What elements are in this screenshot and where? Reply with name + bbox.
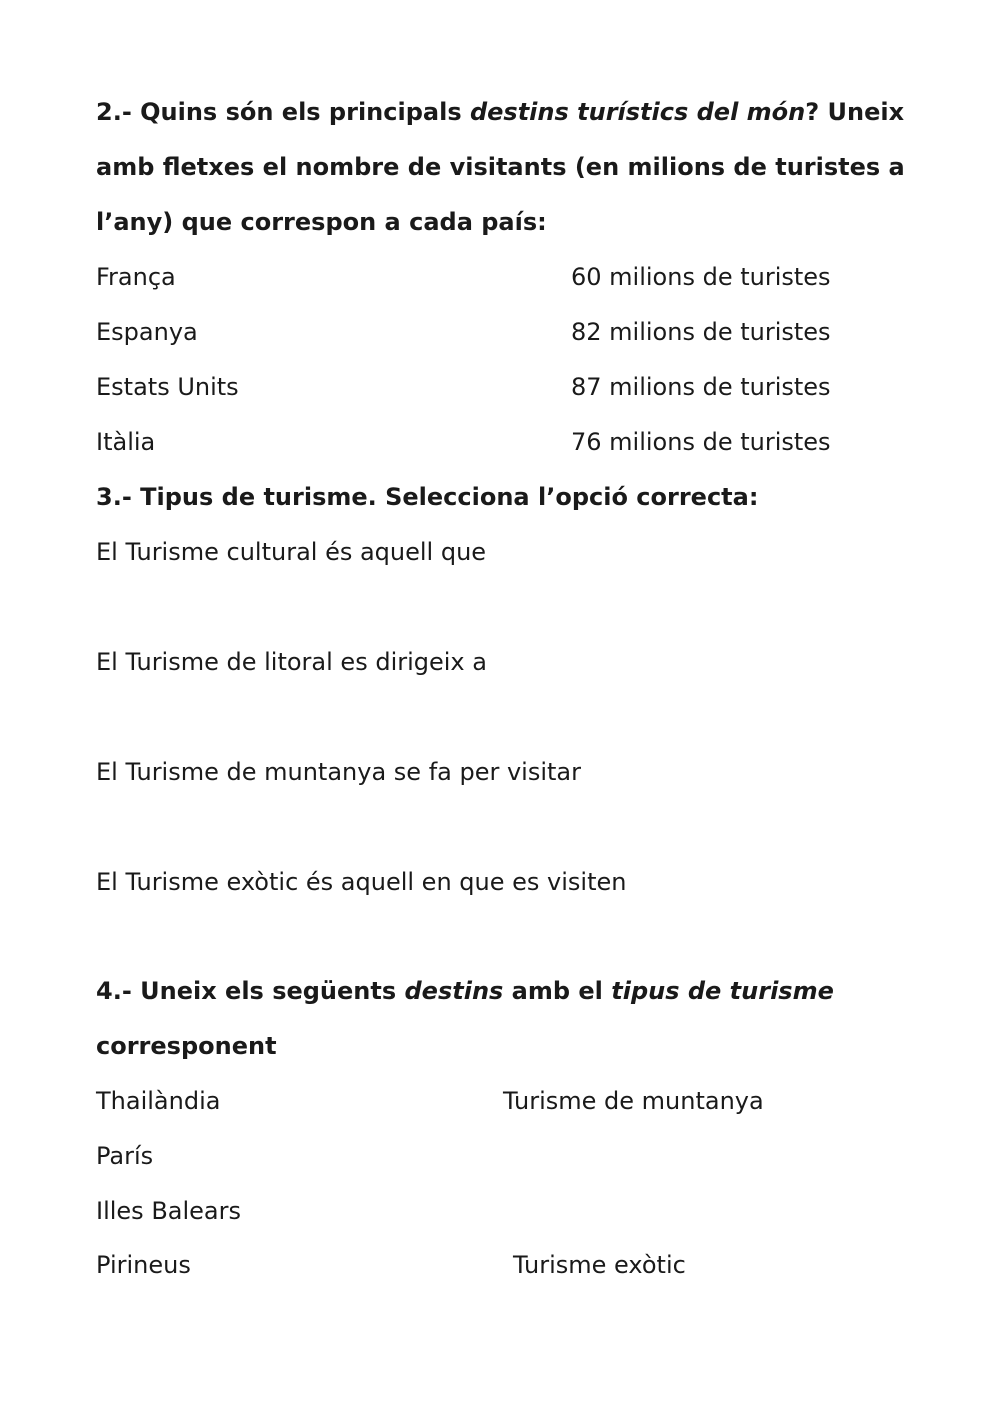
q2-title-text-a: 2.- Quins són els principals [96,98,470,126]
q2-visitors-3: 76 milions de turistes [571,428,831,456]
q4-destination-1: París [96,1142,154,1170]
q4-type-0: Turisme de muntanya [503,1087,764,1115]
q2-visitors-0: 60 milions de turistes [571,263,831,291]
q2-title-line-1 [96,97,904,127]
q4-destination-2: Illes Balears [96,1197,241,1225]
q2-visitors-1: 82 milions de turistes [571,318,831,346]
q2-country-1: Espanya [96,318,198,346]
q4-type-1: Turisme exòtic [513,1251,686,1279]
q4-destination-0: Thailàndia [96,1087,221,1115]
q2-title-line-3: l’any) que correspon a cada país: [96,208,547,236]
q3-statement-0: El Turisme cultural és aquell que [96,538,487,566]
q2-title-italic: destins turístics del món [469,98,806,126]
q3-statement-2: El Turisme de muntanya se fa per visitar [96,758,582,786]
q4-title-italic-2: tipus de turisme [611,977,834,1005]
q3-statement-1: El Turisme de litoral es dirigeix a [96,648,487,676]
q2-visitors-2: 87 milions de turistes [571,373,831,401]
q3-title: 3.- Tipus de turisme. Selecciona l’opció correcta: [96,483,759,511]
q4-title-italic-1: destins [404,977,504,1005]
q2-country-3: Itàlia [96,428,156,456]
q2-country-2: Estats Units [96,373,239,401]
q4-title-text-b: amb el [503,977,612,1005]
q4-title-line-2: corresponent [96,1032,277,1060]
q3-statement-3: El Turisme exòtic és aquell en que es visiten [96,868,627,896]
q2-country-0: França [96,263,176,291]
q2-title-text-b: ? Uneix [805,98,905,126]
q4-title-text-a: 4.- Uneix els següents [96,977,405,1005]
q4-destination-3: Pirineus [96,1251,191,1279]
q2-title-line-2: amb fletxes el nombre de visitants (en milions de turistes a [96,153,905,181]
q4-title-line-1 [96,976,834,1006]
